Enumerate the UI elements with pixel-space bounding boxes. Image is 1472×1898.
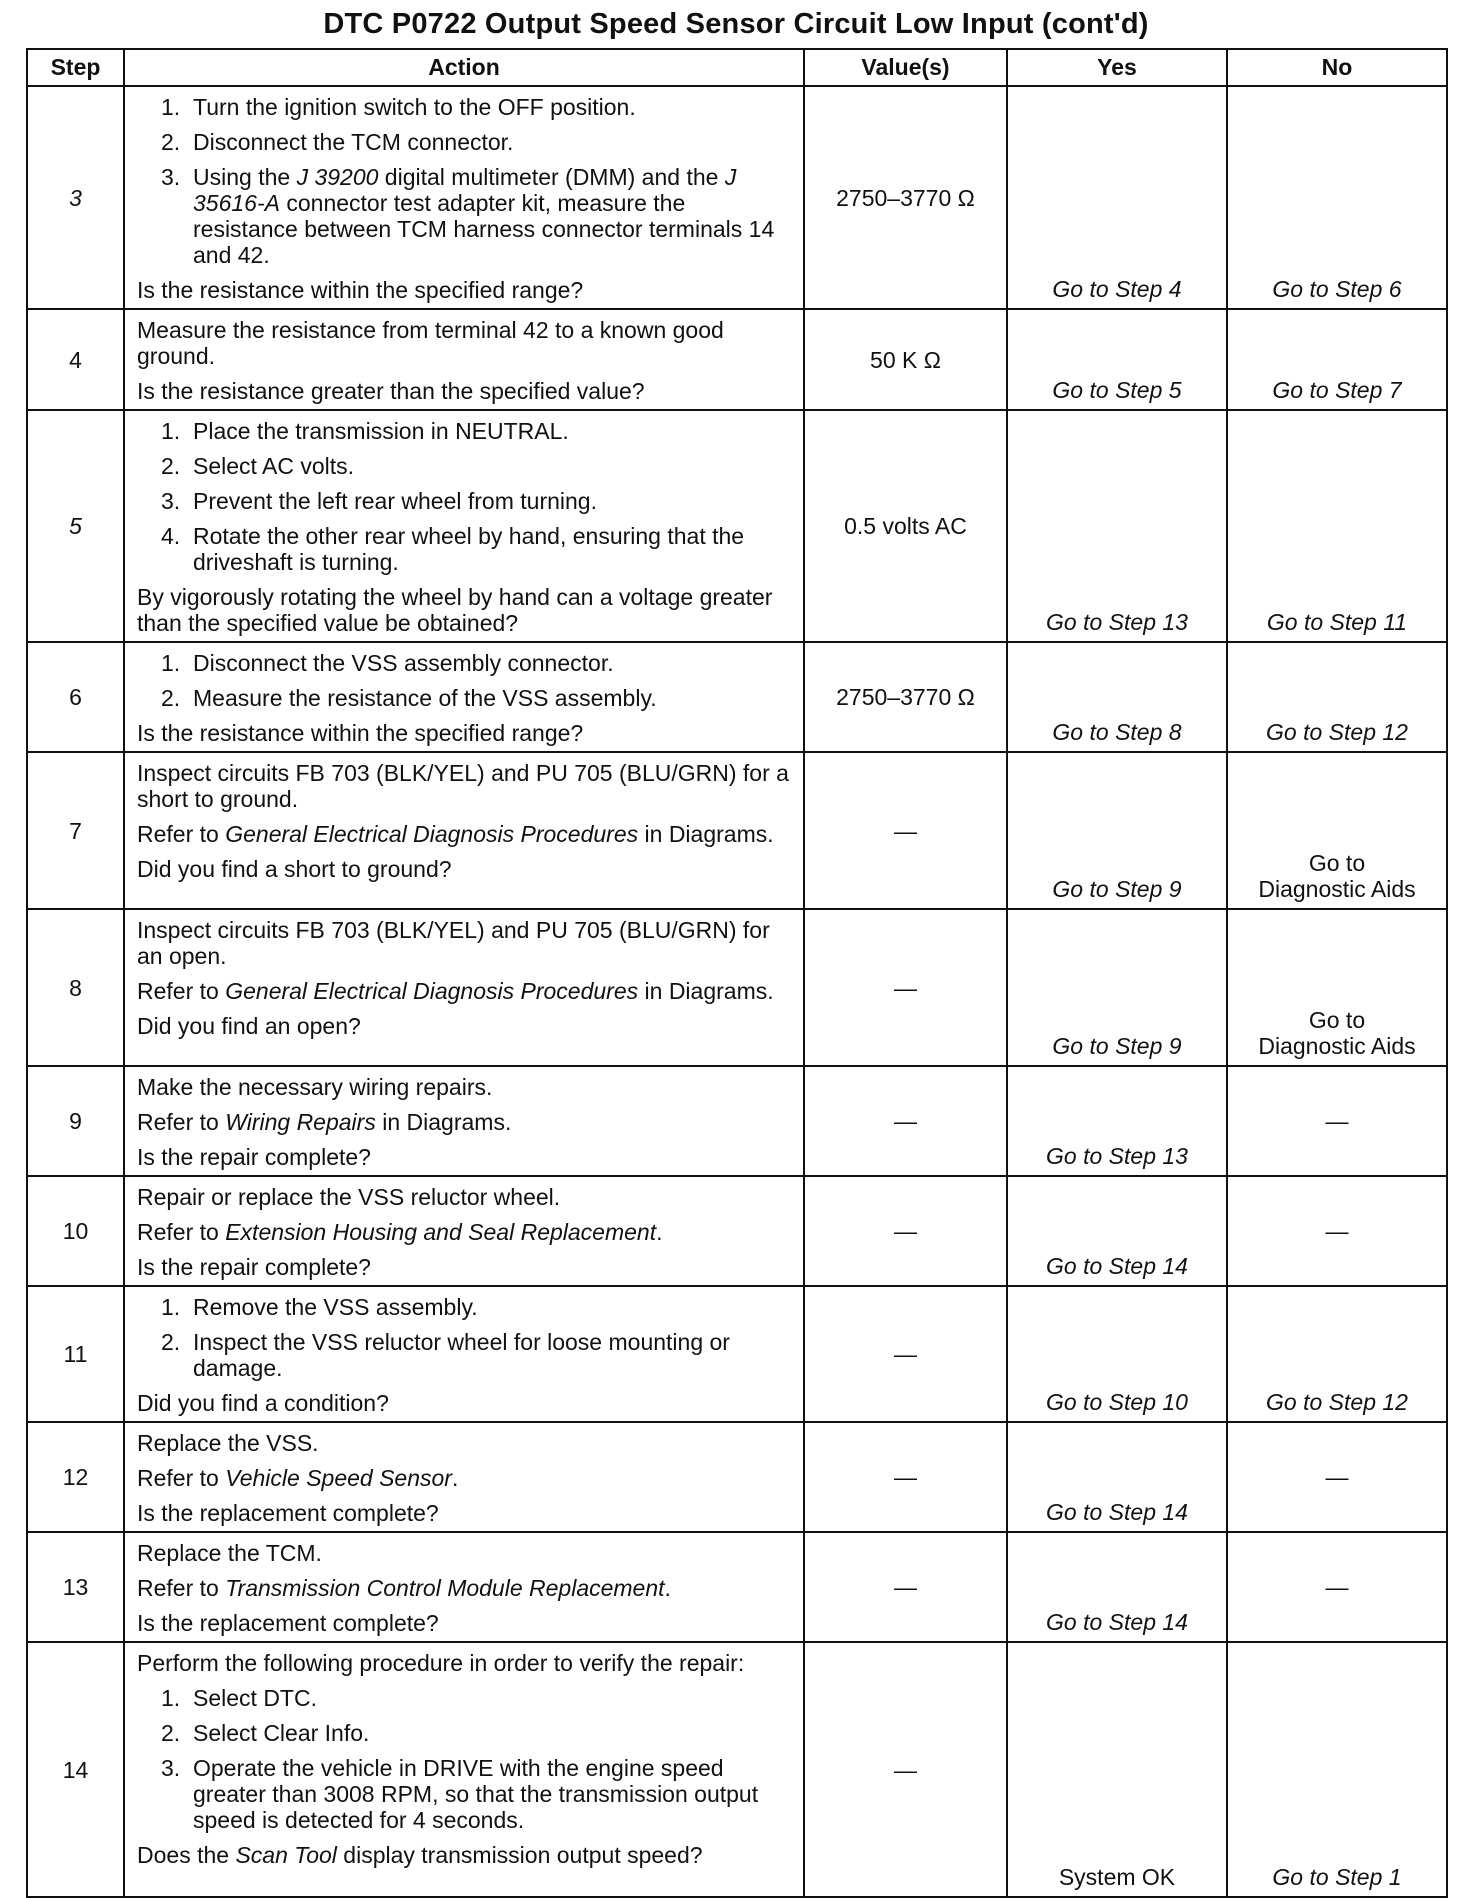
action-substep: 2. Measure the resistance of the VSS assembly.: [161, 685, 657, 711]
action-question: Is the repair complete?: [137, 1144, 371, 1170]
action-reference: Refer to Extension Housing and Seal Replacement.: [137, 1219, 663, 1245]
table-row: [27, 752, 1447, 909]
table-row: [27, 642, 1447, 752]
step-number: 5: [27, 410, 124, 642]
action-question: Is the resistance within the specified range?: [137, 720, 584, 746]
value-cell: —: [804, 1066, 1007, 1176]
step-number: 3: [27, 86, 124, 309]
step-number: 7: [27, 752, 124, 909]
action-question: Does the Scan Tool display transmission output speed?: [137, 1842, 703, 1868]
action-cell: [124, 1642, 804, 1897]
action-text: Inspect circuits FB 703 (BLK/YEL) and PU 705 (BLU/GRN) for an open.: [137, 917, 770, 969]
no-cell: Go to Diagnostic Aids: [1227, 909, 1447, 1066]
action-question: Did you find an open?: [137, 1013, 361, 1039]
value-cell: —: [804, 752, 1007, 909]
table-row: [27, 1286, 1447, 1422]
table-row: [27, 1066, 1447, 1176]
no-cell: Go to Step 6: [1227, 86, 1447, 309]
value-cell: —: [804, 1532, 1007, 1642]
value-cell: —: [804, 1286, 1007, 1422]
diagnostic-table: [26, 48, 1448, 1898]
action-question: Did you find a condition?: [137, 1390, 389, 1416]
table-row: [27, 410, 1447, 642]
no-cell: Go to Step 7: [1227, 309, 1447, 410]
yes-cell: Go to Step 4: [1007, 86, 1227, 309]
action-question: Did you find a short to ground?: [137, 856, 452, 882]
yes-cell: Go to Step 14: [1007, 1176, 1227, 1286]
no-cell: Go to Step 12: [1227, 1286, 1447, 1422]
value-cell: —: [804, 1642, 1007, 1897]
action-substep: 2. Select Clear Info.: [161, 1720, 370, 1746]
action-question: By vigorously rotating the wheel by hand can a voltage greater than the specified value be obtained?: [137, 584, 773, 636]
no-cell: —: [1227, 1176, 1447, 1286]
action-text: Repair or replace the VSS reluctor wheel.: [137, 1184, 561, 1210]
action-cell: [124, 309, 804, 410]
step-number: 6: [27, 642, 124, 752]
action-reference: Refer to General Electrical Diagnosis Procedures in Diagrams.: [137, 978, 774, 1004]
tool-reference: J 35616-A: [193, 164, 737, 216]
header-values: Value(s): [804, 49, 1007, 86]
yes-cell: System OK: [1007, 1642, 1227, 1897]
action-reference: Refer to General Electrical Diagnosis Procedures in Diagrams.: [137, 821, 774, 847]
action-substep: 2. Select AC volts.: [161, 453, 355, 479]
action-question: Is the resistance greater than the specified value?: [137, 378, 645, 404]
action-substep: 3. Using the J 39200 digital multimeter (DMM) and the J 35616-A connector test adapter kit, measure the resistance between TCM harness connector terminals 14 and 42.: [161, 164, 775, 268]
no-cell: Go to Step 12: [1227, 642, 1447, 752]
action-substep: 3. Operate the vehicle in DRIVE with the engine speed greater than 3008 RPM, so that the transmission output speed is detected for 4 seconds.: [161, 1755, 759, 1833]
action-substep: 1. Place the transmission in NEUTRAL.: [161, 418, 569, 444]
yes-cell: Go to Step 10: [1007, 1286, 1227, 1422]
value-cell: —: [804, 1176, 1007, 1286]
action-cell: [124, 1532, 804, 1642]
action-substep: 1. Select DTC.: [161, 1685, 317, 1711]
action-text: Measure the resistance from terminal 42 to a known good ground.: [137, 317, 724, 369]
no-cell: Go to Diagnostic Aids: [1227, 752, 1447, 909]
action-cell: [124, 1176, 804, 1286]
table-row: [27, 1532, 1447, 1642]
step-number: 9: [27, 1066, 124, 1176]
step-number: 11: [27, 1286, 124, 1422]
table-row: [27, 1422, 1447, 1532]
value-cell: 0.5 volts AC: [804, 410, 1007, 642]
action-substep: 3. Prevent the left rear wheel from turning.: [161, 488, 597, 514]
yes-cell: Go to Step 14: [1007, 1422, 1227, 1532]
table-row: [27, 1176, 1447, 1286]
table-row: [27, 309, 1447, 410]
value-cell: 50 K Ω: [804, 309, 1007, 410]
action-text: Replace the VSS.: [137, 1430, 319, 1456]
table-row: [27, 1642, 1447, 1897]
action-cell: [124, 642, 804, 752]
action-cell: [124, 752, 804, 909]
action-substep: 2. Disconnect the TCM connector.: [161, 129, 514, 155]
step-number: 13: [27, 1532, 124, 1642]
step-number: 12: [27, 1422, 124, 1532]
action-substep: 4. Rotate the other rear wheel by hand, ensuring that the driveshaft is turning.: [161, 523, 745, 575]
action-question: Is the resistance within the specified range?: [137, 277, 584, 303]
value-cell: 2750–3770 Ω: [804, 642, 1007, 752]
action-cell: [124, 909, 804, 1066]
action-cell: [124, 1286, 804, 1422]
action-text: Make the necessary wiring repairs.: [137, 1074, 493, 1100]
step-number: 4: [27, 309, 124, 410]
table-header-row: [27, 49, 1447, 86]
action-question: Is the replacement complete?: [137, 1500, 439, 1526]
step-number: 10: [27, 1176, 124, 1286]
yes-cell: Go to Step 14: [1007, 1532, 1227, 1642]
action-cell: [124, 86, 804, 309]
action-substep: 1. Turn the ignition switch to the OFF position.: [161, 94, 636, 120]
action-substep: 1. Remove the VSS assembly.: [161, 1294, 478, 1320]
action-reference: Refer to Vehicle Speed Sensor.: [137, 1465, 459, 1491]
yes-cell: Go to Step 9: [1007, 909, 1227, 1066]
action-text: Replace the TCM.: [137, 1540, 322, 1566]
action-text: Inspect circuits FB 703 (BLK/YEL) and PU 705 (BLU/GRN) for a short to ground.: [137, 760, 789, 812]
header-step: Step: [27, 49, 124, 86]
no-cell: —: [1227, 1066, 1447, 1176]
action-cell: [124, 410, 804, 642]
yes-cell: Go to Step 9: [1007, 752, 1227, 909]
yes-cell: Go to Step 5: [1007, 309, 1227, 410]
value-cell: —: [804, 1422, 1007, 1532]
action-text: Perform the following procedure in order to verify the repair:: [137, 1650, 745, 1676]
no-cell: Go to Step 11: [1227, 410, 1447, 642]
action-cell: [124, 1422, 804, 1532]
step-number: 14: [27, 1642, 124, 1897]
tool-reference: J 39200: [296, 164, 379, 190]
no-cell: —: [1227, 1422, 1447, 1532]
no-cell: Go to Step 1: [1227, 1642, 1447, 1897]
action-question: Is the repair complete?: [137, 1254, 371, 1280]
table-row: [27, 86, 1447, 309]
page-title: DTC P0722 Output Speed Sensor Circuit Low Input (cont'd): [323, 8, 1149, 40]
action-substep: 2. Inspect the VSS reluctor wheel for loose mounting or damage.: [161, 1329, 730, 1381]
yes-cell: Go to Step 13: [1007, 410, 1227, 642]
table-row: [27, 909, 1447, 1066]
value-cell: —: [804, 909, 1007, 1066]
action-reference: Refer to Transmission Control Module Replacement.: [137, 1575, 671, 1601]
action-cell: [124, 1066, 804, 1176]
yes-cell: Go to Step 8: [1007, 642, 1227, 752]
value-cell: 2750–3770 Ω: [804, 86, 1007, 309]
action-reference: Refer to Wiring Repairs in Diagrams.: [137, 1109, 512, 1135]
header-action: Action: [124, 49, 804, 86]
header-no: No: [1227, 49, 1447, 86]
no-cell: —: [1227, 1532, 1447, 1642]
action-question: Is the replacement complete?: [137, 1610, 439, 1636]
yes-cell: Go to Step 13: [1007, 1066, 1227, 1176]
action-substep: 1. Disconnect the VSS assembly connector.: [161, 650, 614, 676]
header-yes: Yes: [1007, 49, 1227, 86]
step-number: 8: [27, 909, 124, 1066]
